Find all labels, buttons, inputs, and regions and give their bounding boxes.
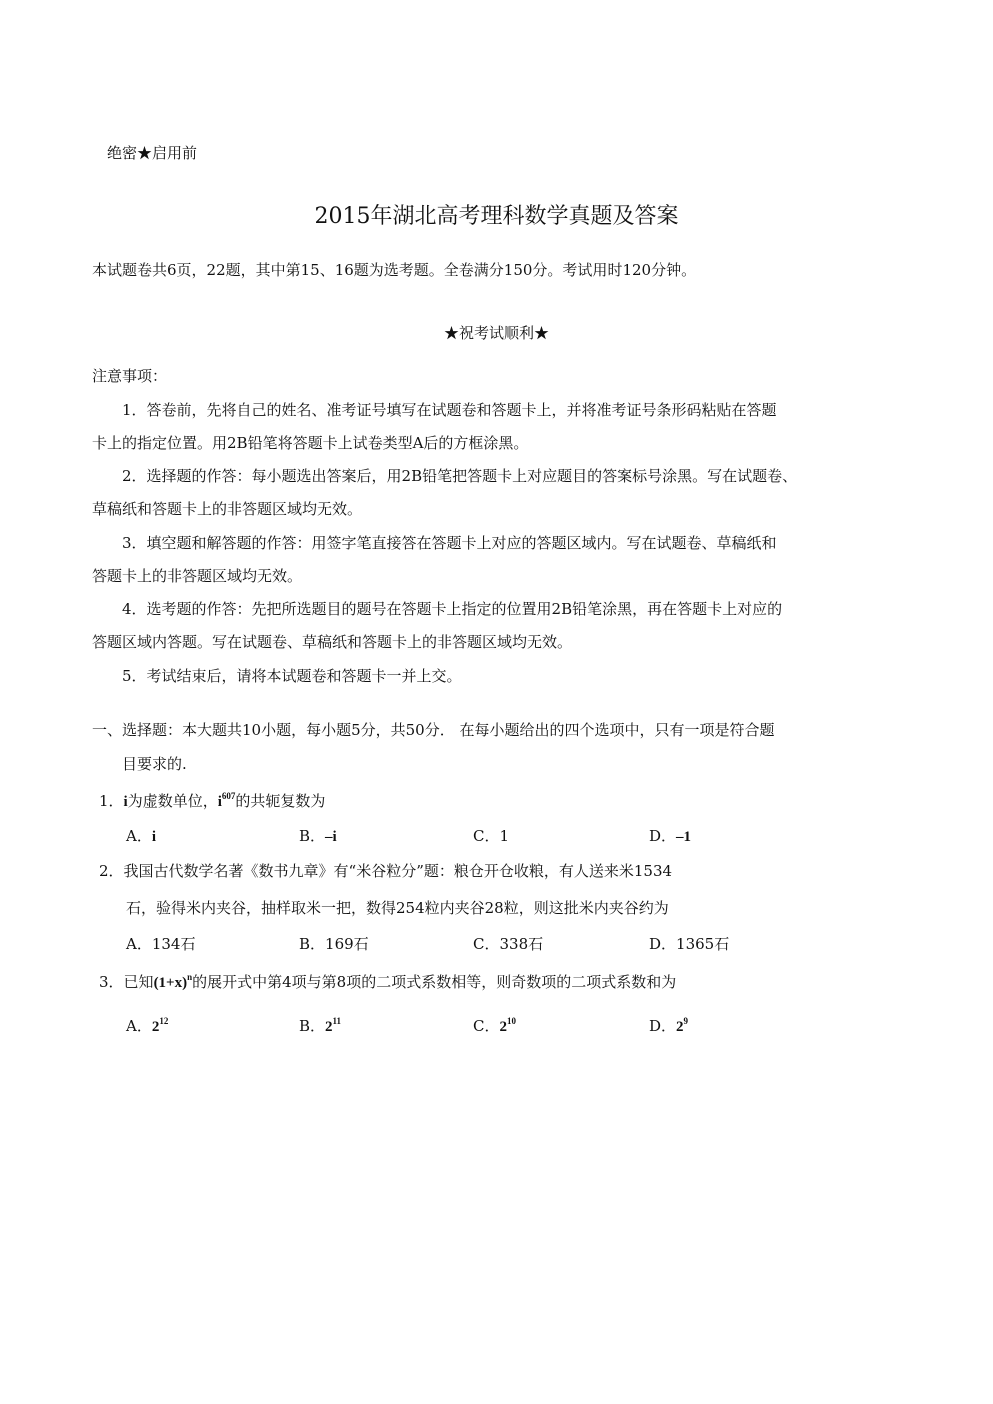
page-title: 2015年湖北高考理科数学真题及答案 — [314, 204, 679, 229]
power-exponent: 607 — [221, 791, 236, 801]
notice-item-3-line-2: 答题卡上的非答题区域均无效。 — [92, 567, 303, 585]
question-2-line-2: 石，验得米内夹谷，抽样取米一把，数得254粒内夹谷28粒，则这批米内夹谷约为 — [126, 899, 669, 917]
option-letter: C． — [473, 1017, 500, 1035]
option-letter: C． — [473, 827, 500, 845]
option-letter: D． — [649, 827, 677, 845]
question-3-option-d — [649, 1016, 688, 1037]
option-value: 338石 — [499, 935, 544, 953]
option-letter: A． — [126, 935, 152, 953]
question-1-option-a — [126, 826, 156, 847]
notice-item-1-line-1: 1．答卷前，先将自己的姓名、准考证号填写在试题卷和答题卡上，并将准考证号条形码粘贴在答题 — [122, 401, 777, 419]
question-2-option-d — [649, 934, 729, 954]
question-1-option-c — [473, 826, 509, 846]
question-1 — [99, 791, 325, 812]
option-letter: B． — [299, 935, 326, 953]
question-2-option-b — [299, 934, 369, 954]
option-value: 169石 — [325, 935, 369, 953]
question-3 — [99, 972, 676, 993]
option-value: 134石 — [151, 935, 196, 953]
question-3-option-b — [299, 1016, 341, 1037]
option-letter: A． — [126, 1017, 152, 1035]
notice-heading: 注意事项： — [92, 367, 168, 385]
option-value: i — [151, 829, 157, 845]
question-1-text-a: 为虚数单位， — [127, 792, 218, 810]
binomial-exponent: n — [187, 972, 193, 982]
option-letter: D． — [649, 935, 677, 953]
confidential-label: 绝密★启用前 — [107, 144, 198, 162]
question-2-option-c — [473, 934, 543, 954]
option-base: 2 — [325, 1019, 333, 1035]
option-value: –1 — [676, 829, 692, 845]
section-1-heading-cont: 目要求的. — [122, 755, 187, 773]
notice-item-2-line-2: 草稿纸和答题卡上的非答题区域均无效。 — [92, 500, 363, 518]
exam-intro: 本试题卷共6页，22题，其中第15、16题为选考题。全卷满分150分。考试用时120分钟。 — [92, 261, 697, 279]
option-letter: A． — [126, 827, 152, 845]
option-letter: D． — [649, 1017, 677, 1035]
question-3-text-a: 已知 — [123, 973, 154, 991]
option-base: 2 — [151, 1019, 160, 1035]
notice-item-2-line-1: 2．选择题的作答：每小题选出答案后，用2B铅笔把答题卡上对应题目的答案标号涂黑。写在试题卷、 — [122, 467, 798, 485]
option-letter: C． — [473, 935, 500, 953]
section-1-heading: 一、选择题：本大题共10小题，每小题5分，共50分． 在每小题给出的四个选项中，只有一项是符合题 — [92, 721, 775, 739]
option-value: –i — [325, 829, 337, 845]
option-exponent: 12 — [159, 1016, 169, 1026]
question-1-option-d — [649, 826, 691, 847]
question-1-option-b — [299, 826, 337, 847]
power-base: i — [217, 794, 222, 810]
good-luck-wish: ★祝考试顺利★ — [443, 324, 549, 342]
question-1-number: 1． — [99, 792, 124, 810]
notice-item-4-line-1: 4．选考题的作答：先把所选题目的题号在答题卡上指定的位置用2B铅笔涂黑，再在答题卡上对应的 — [122, 600, 783, 618]
option-exponent: 11 — [332, 1016, 342, 1026]
question-3-option-c — [473, 1016, 516, 1037]
question-3-text-b: 的展开式中第4项与第8项的二项式系数相等，则奇数项的二项式系数和为 — [192, 973, 677, 991]
notice-item-5: 5．考试结束后，请将本试题卷和答题卡一并上交。 — [122, 667, 462, 685]
notice-item-4-line-2: 答题区域内答题。写在试题卷、草稿纸和答题卡上的非答题区域均无效。 — [92, 633, 573, 651]
notice-item-3-line-1: 3．填空题和解答题的作答：用签字笔直接答在答题卡上对应的答题区域内。写在试题卷、草稿纸和 — [122, 534, 777, 552]
option-letter: B． — [299, 827, 326, 845]
binomial-expression: (1+x) — [153, 975, 188, 991]
option-exponent: 9 — [683, 1016, 689, 1026]
option-base: 2 — [676, 1019, 684, 1035]
question-2-line-1: 2．我国古代数学名著《数书九章》有“米谷粒分”题：粮仓开仓收粮，有人送来米1534 — [99, 862, 673, 880]
option-base: 2 — [499, 1019, 507, 1035]
question-3-number: 3． — [99, 973, 124, 991]
option-exponent: 10 — [506, 1016, 516, 1026]
imaginary-unit-symbol: i — [123, 794, 128, 810]
option-value: 1 — [499, 827, 510, 845]
question-2-option-a — [126, 934, 195, 954]
question-3-option-a — [126, 1016, 168, 1037]
question-1-text-b: 的共轭复数为 — [235, 792, 326, 810]
option-letter: B． — [299, 1017, 326, 1035]
notice-item-1-line-2: 卡上的指定位置。用2B铅笔将答题卡上试卷类型A后的方框涂黑。 — [92, 434, 529, 452]
option-value: 1365石 — [676, 935, 730, 953]
